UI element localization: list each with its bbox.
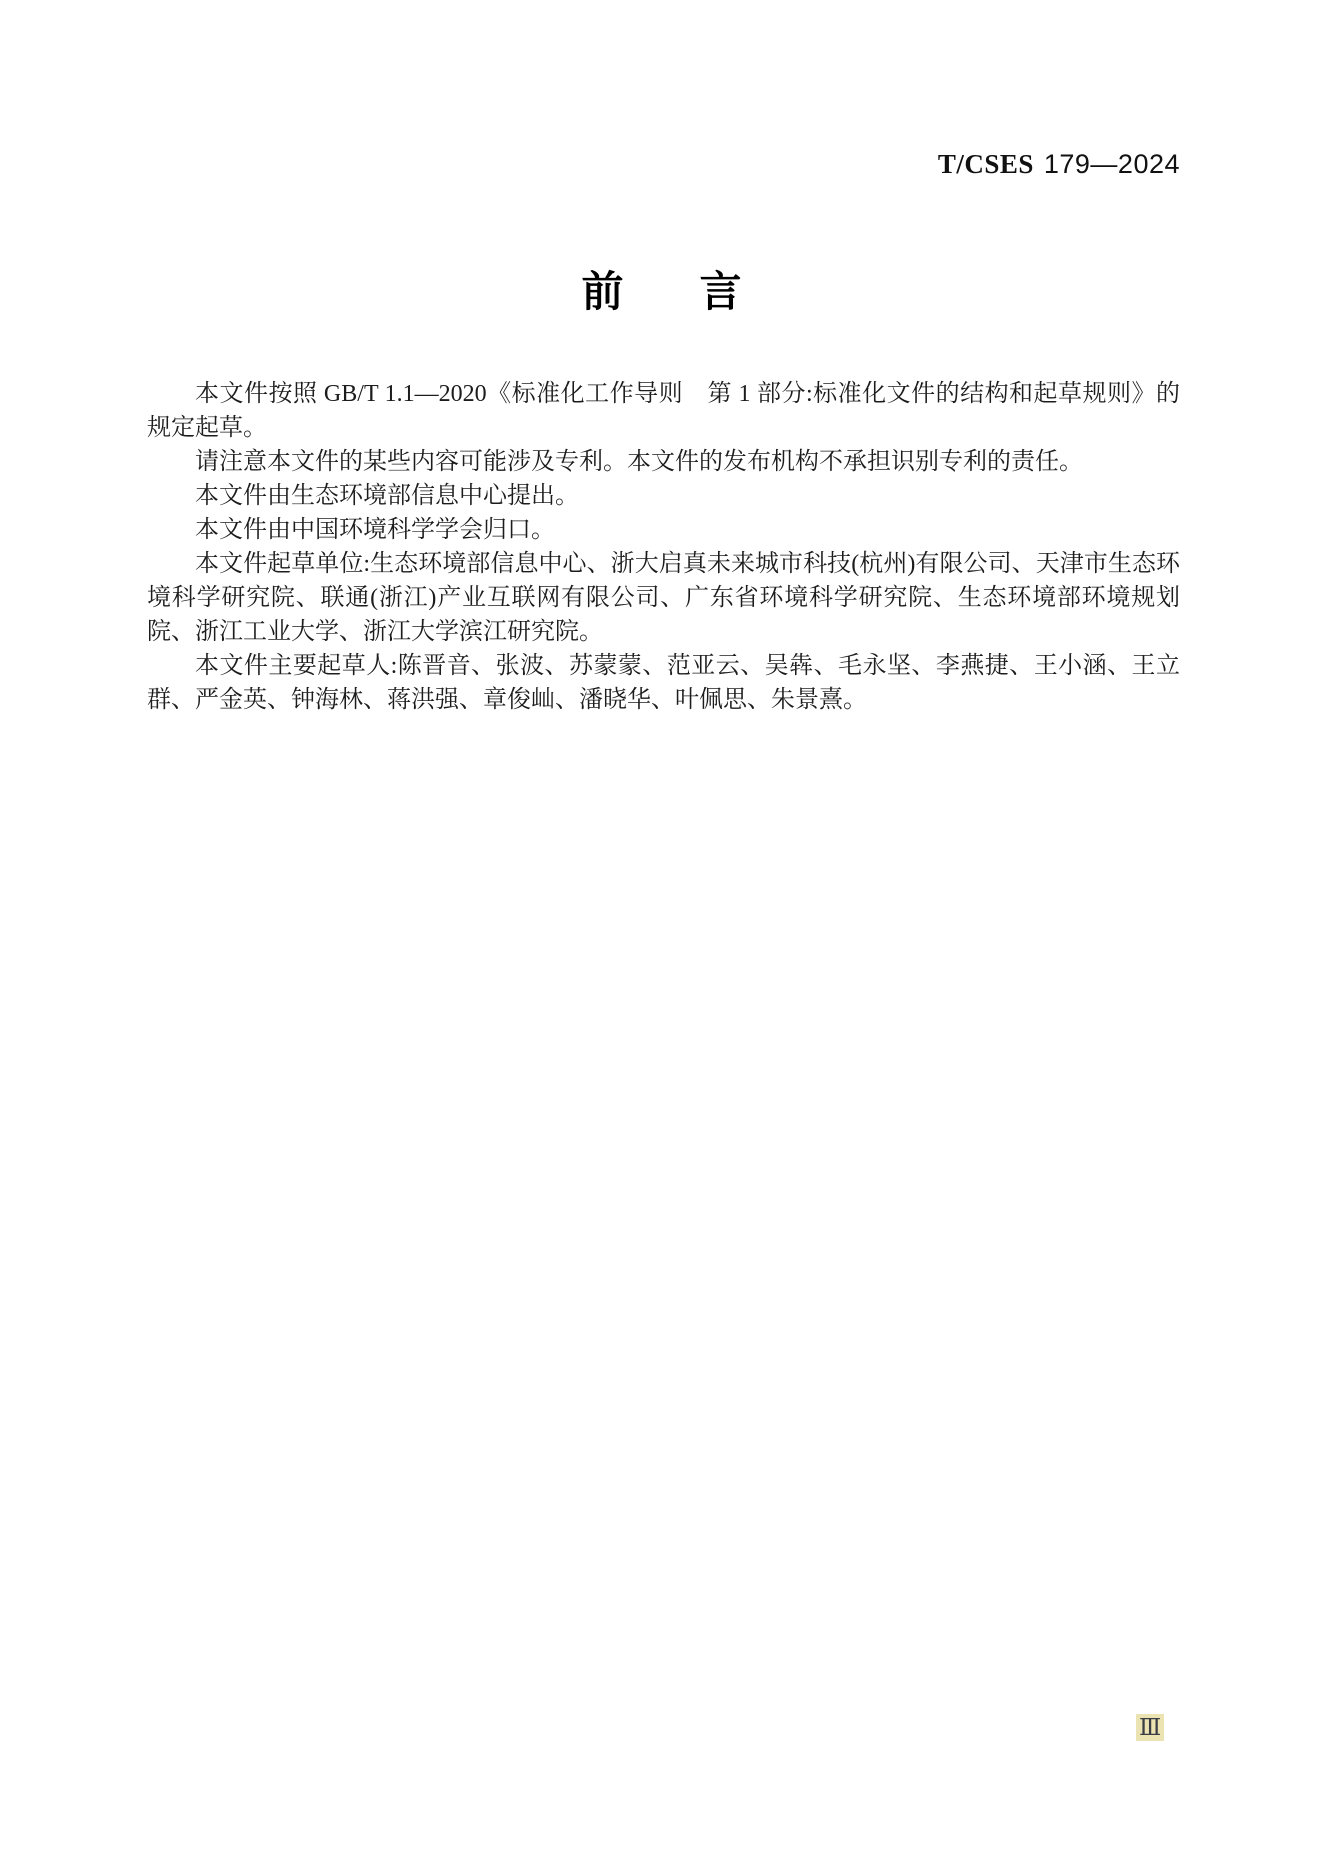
foreword-paragraph-drafting-rules: 本文件按照 GB/T 1.1—2020《标准化工作导则 第 1 部分:标准化文件的结构和起草规则》的规定起草。 xyxy=(147,381,1180,441)
foreword-paragraph-main-drafters: 本文件主要起草人:陈晋音、张波、苏蒙蒙、范亚云、吴犇、毛永坚、李燕捷、王小涵、王立群、严金英、钟海林、蒋洪强、章俊屾、潘晓华、叶佩思、朱景熹。 xyxy=(147,653,1180,713)
foreword-paragraph-drafting-organizations: 本文件起草单位:生态环境部信息中心、浙大启真未来城市科技(杭州)有限公司、天津市生态环境科学研究院、联通(浙江)产业互联网有限公司、广东省环境科学研究院、生态环境部环境规划院、浙江工业大学、浙江大学滨江研究院。 xyxy=(147,551,1180,645)
foreword-body xyxy=(147,377,1180,717)
standard-code-prefix: T/CSES xyxy=(937,149,1034,179)
page-title xyxy=(0,268,1323,316)
foreword-paragraph-patent-notice: 请注意本文件的某些内容可能涉及专利。本文件的发布机构不承担识别专利的责任。 xyxy=(195,449,1083,475)
foreword-paragraph-proposed-by: 本文件由生态环境部信息中心提出。 xyxy=(195,483,579,509)
page-title-char-1: 前 xyxy=(581,268,624,315)
page-number: Ⅲ xyxy=(1136,1714,1164,1741)
standard-code-number: 179—2024 xyxy=(1043,149,1180,179)
standard-code xyxy=(938,149,1180,180)
page-title-char-2: 言 xyxy=(699,268,742,315)
foreword-paragraph-administered-by: 本文件由中国环境科学学会归口。 xyxy=(195,517,555,543)
